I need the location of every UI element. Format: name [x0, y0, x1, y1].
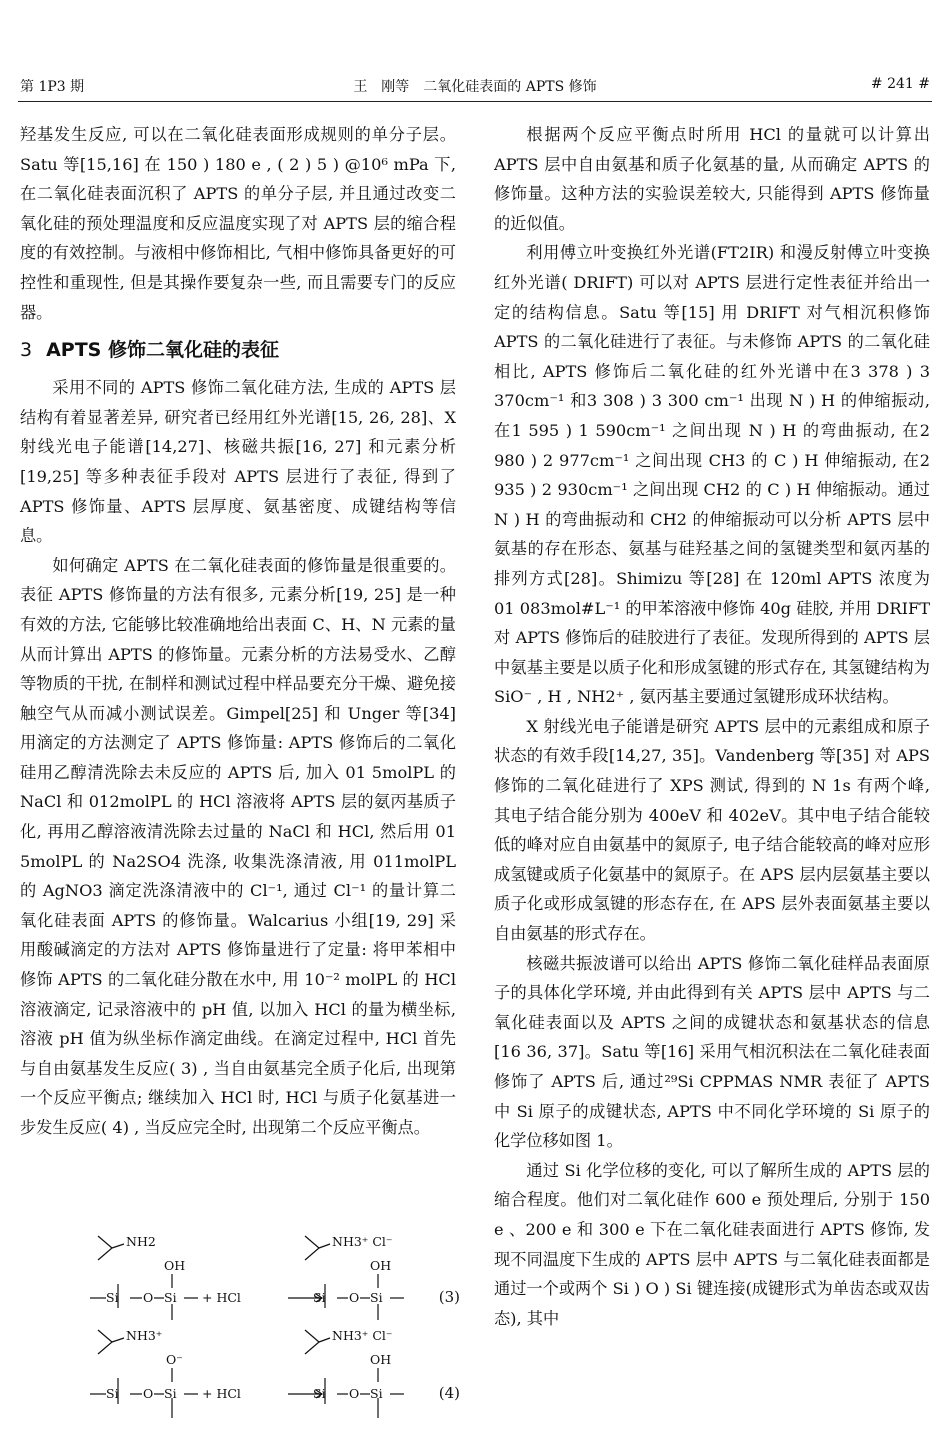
reaction-4 — [60, 1326, 460, 1450]
o-label: O — [349, 1386, 360, 1401]
si-label: Si — [164, 1290, 177, 1305]
paragraph: 如何确定 APTS 在二氧化硅表面的修饰量是很重要的。表征 APTS 修饰量的方法有很多, 元素分析[19, 25] 是一种有效的方法, 它能够比较准确地给出表面 C、H、N 元素的量从而计算出 APTS 的修饰量。元素分析的方法易受水、乙醇等物质的干扰, 在制样和测试过程中样品要充分干燥、避免接触空气从而减小测试误差。Gimpel[25] 和 Unger 等[34] 用滴定的方法测定了 APTS 修饰量: APTS 修饰后的二氧化硅用乙醇清洗除去未反应的 APTS 后, 加入 01 5molPL 的 NaCl 和 012molPL 的 HCl 溶液将 APTS 层的氨丙基质子化, 再用乙醇溶液清洗除去过量的 NaCl 和 HCl, 然后用 01 5molPL 的 Na2SO4 洗涤, 收集洗涤清液, 用 011molPL 的 AgNO3 滴定洗涤清液中的 Cl⁻¹, 通过 Cl⁻¹ 的量计算二氧化硅表面 APTS 的修饰量。Walcarius 小组[19, 29] 采用酸碱滴定的方法对 APTS 修饰量进行了定量: 将甲苯相中修饰 APTS 的二氧化硅分散在水中, 用 10⁻² molPL 的 HCl 溶液滴定, 记录溶液中的 pH 值, 以加入 HCl 的量为横坐标, 溶液 pH 值为纵坐标作滴定曲线。在滴定过程中, HCl 首先与自由氨基发生反应( 3) , 当自由氨基完全质子化后, 出现第一个反应平衡点; 继续加入 HCl 时, HCl 与质子化氨基进一步发生反应( 4) , 当反应完全时, 出现第二个反应平衡点。 — [20, 555, 456, 1137]
page-number: # 241 # — [870, 76, 930, 92]
paragraph: 利用傅立叶变换红外光谱(FT2IR) 和漫反射傅立叶变换红外光谱( DRIFT) 可以对 APTS 层进行定性表征并给出一定的结构信息。Satu 等[15] 用 DRIFT 对气相沉积修饰 APTS 的二氧化硅进行了表征。与未修饰 APTS 的二氧化硅相比, APTS 修饰后二氧化硅的红外光谱中在3 378 ) 3 370cm⁻¹ 和3 308 ) 3 300 cm⁻¹ 出现 N ) H 的伸缩振动, 在1 595 ) 1 590cm⁻¹ 之间出现 N ) H 的弯曲振动, 在2 980 ) 2 977cm⁻¹ 之间出现 CH3 的 C ) H 伸缩振动, 在2 935 ) 2 930cm⁻¹ 之间出现 CH2 的 C ) H 伸缩振动。通过 N ) H 的弯曲振动和 CH2 的伸缩振动可以分析 APTS 层中氨基的存在形态、氨基与硅羟基之间的氢键类型和氨丙基的排列方式[28]。Shimizu 等[28] 在 120ml APTS 浓度为 01 083mol#L⁻¹ 的甲苯溶液中修饰 40g 硅胶, 并用 DRIFT 对 APTS 修饰后的硅胶进行了表征。发现所得到的 APTS 层中氨基主要是以质子化和形成氢键的形式存在, 其氢键结构为 SiO⁻ , H , NH2⁺ , 氨丙基主要通过氢键形成环状结构。 — [494, 243, 930, 707]
section-title: APTS 修饰二氧化硅的表征 — [46, 339, 279, 362]
plus-hcl-label: + HCl — [202, 1386, 241, 1401]
nh2-label: NH2 — [126, 1234, 156, 1249]
si-label: Si — [370, 1386, 383, 1401]
plus-hcl-label: + HCl — [202, 1290, 241, 1305]
si-label: Si — [164, 1386, 177, 1401]
oh-label: OH — [370, 1258, 392, 1273]
o-minus-label: O⁻ — [166, 1352, 183, 1367]
nh3-cl-label: NH3⁺ Cl⁻ — [332, 1328, 393, 1343]
oh-label: OH — [164, 1258, 186, 1273]
equation-number: (4) — [438, 1384, 460, 1402]
running-title: 王 刚等 二氧化硅表面的 APTS 修饰 — [353, 79, 597, 95]
running-header — [18, 74, 932, 100]
section-number: 3 — [20, 339, 33, 362]
paragraph: 通过 Si 化学位移的变化, 可以了解所生成的 APTS 层的缩合程度。他们对二氧化硅作 600 e 预处理后, 分别于 150 e 、200 e 和 300 e 下在二氧化硅表面进行 APTS 修饰, 发现不同温度下生成的 APTS 层中 APTS 与二氧化硅表面都是通过一个或两个 Si ) O ) Si 键连接(成键形式为单齿态或双齿态), 其中 — [494, 1160, 930, 1328]
section-heading — [20, 335, 456, 365]
paragraph: 核磁共振波谱可以给出 APTS 修饰二氧化硅样品表面原子的具体化学环境, 并由此得到有关 APTS 层中 APTS 与二氧化硅表面以及 APTS 之间的成键状态和氨基状态的信息[16 36, 37]。Satu 等[16] 采用气相沉积法在二氧化硅表面修饰了 APTS 后, 通过²⁹Si CPPMAS NMR 表征了 APTS 中 Si 原子的成键状态, APTS 中不同化学环境的 Si 原子的化学位移如图 1。 — [494, 953, 930, 1151]
reaction-3-bonds — [60, 1232, 460, 1322]
o-label: O — [349, 1290, 360, 1305]
paragraph: 采用不同的 APTS 修饰二氧化硅方法, 生成的 APTS 层结构有着显著差异, 研究者已经用红外光谱[15, 26, 28]、X 射线光电子能谱[14,27]、核磁共振[16, 27] 和元素分析[19,25] 等多种表征手段对 APTS 层进行了表征, 得到了 APTS 修饰量、APTS 层厚度、氨基密度、成键结构等信息。 — [20, 378, 456, 546]
left-column — [20, 120, 456, 1143]
right-column — [494, 120, 930, 1333]
nh3-label: NH3⁺ — [126, 1328, 163, 1343]
nh3-cl-label: NH3⁺ Cl⁻ — [332, 1234, 393, 1249]
si-label: Si — [313, 1386, 326, 1401]
issue-number: 第 1P3 期 — [20, 79, 85, 95]
si-label: Si — [106, 1290, 119, 1305]
o-label: O — [143, 1386, 154, 1401]
si-label: Si — [106, 1386, 119, 1401]
equation-number: (3) — [438, 1288, 460, 1306]
paragraph: 羟基发生反应, 可以在二氧化硅表面形成规则的单分子层。Satu 等[15,16] 在 150 ) 180 e , ( 2 ) 5 ) @10⁶ mPa 下, 在二氧化硅表面沉积了 APTS 的单分子层, 并且通过改变二氧化硅的预处理温度和反应温度实现了对 APTS 层的缩合程度的有效控制。与液相中修饰相比, 气相中修饰具备更好的可控性和重现性, 但是其操作要复杂一些, 而且需要专门的反应器。 — [20, 125, 456, 322]
paragraph: 根据两个反应平衡点时所用 HCl 的量就可以计算出 APTS 层中自由氨基和质子化氨基的量, 从而确定 APTS 的修饰量。这种方法的实验误差较大, 只能得到 APTS 修饰量的近似值。 — [494, 125, 930, 233]
oh-label: OH — [370, 1352, 392, 1367]
paragraph: X 射线光电子能谱是研究 APTS 层中的元素组成和原子状态的有效手段[14,27, 35]。Vandenberg 等[35] 对 APS 修饰的二氧化硅进行了 XPS 测试, 得到的 N 1s 有两个峰, 其电子结合能分别为 400eV 和 402eV。其中电子结合能较低的峰对应自由氨基中的氮原子, 电子结合能较高的峰对应形成氢键或质子化氨基中的氮原子。在 APS 层内层氨基主要以质子化或形成氢键的形态存在, 在 APS 层外表面氨基主要以自由氨基的形式存在。 — [494, 716, 930, 944]
o-label: O — [143, 1290, 154, 1305]
si-label: Si — [370, 1290, 383, 1305]
header-rule — [18, 101, 932, 102]
si-label: Si — [313, 1290, 326, 1305]
reaction-4-bonds — [60, 1326, 460, 1422]
